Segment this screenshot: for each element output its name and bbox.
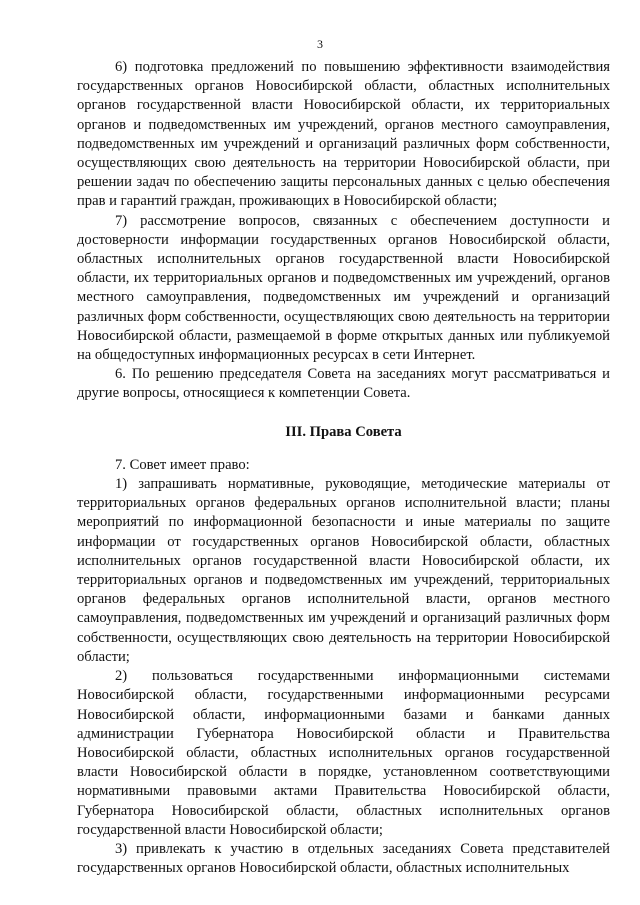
page-number: 3: [317, 37, 323, 51]
paragraph-item-6: 6) подготовка предложений по повышению эффективности взаимодействия государственных органов Новосибирской области, областных исполнительных органов государственной власти Новосибирской области, их территориальных органов и подведомственных им учреждений, органов местного самоуправления, подведомственных им учреждений и организаций различных форм собственности, осуществляющих свою деятельность на территории Новосибирской области, при решении задач по обеспечению защиты персональных данных с целью обеспечения прав и гарантий граждан, проживающих в Новосибирской области;: [77, 59, 610, 210]
paragraph-item-7: 7) рассмотрение вопросов, связанных с обеспечением доступности и достоверности информации государственных органов Новосибирской области, областных исполнительных органов государственной власти Новосибирской области, их территориальных органов и подведомственных им учреждений, органов местного самоуправления, подведомственных им учреждений и организаций различных форм собственности, осуществляющих свою деятельность на территории Новосибирской области, размещаемой в форме открытых данных или публикуемой на общедоступных информационных ресурсах в сети Интернет.: [77, 212, 610, 364]
paragraph-right-2: 2) пользоваться государственными информационными системами Новосибирской области, государственными информационными ресурсами Новосибирской области, информационными базами и банками данных администрации Губернатора Новосибирской области и Правительства Новосибирской области, областных исполнительных органов государственной власти Новосибирской области в порядке, установленном соответствующими нормативными правовыми актами Правительства Новосибирской области, Губернатора Новосибирской области, областных исполнительных органов государственной власти Новосибирской области;: [77, 668, 610, 838]
paragraph-clause-7: 7. Совет имеет право:: [115, 456, 250, 473]
paragraph-clause-6: 6. По решению председателя Совета на заседаниях могут рассматриваться и другие вопросы, относящиеся к компетенции Совета.: [77, 366, 610, 402]
document-body: [77, 58, 610, 878]
section-heading: III. Права Совета: [285, 423, 402, 440]
paragraph-right-1: 1) запрашивать нормативные, руководящие, методические материалы от территориальных органов федеральных органов исполнительной власти; планы мероприятий по информационной безопасности и иные материалы по защите информации от государственных органов Новосибирской области, областных исполнительных органов государственной власти Новосибирской области, их территориальных органов и подведомственных им учреждений, территориальных органов федеральных органов исполнительной власти, органов местного самоуправления, подведомственных им учреждений и организаций различных форм собственности, осуществляющих свою деятельность на территории Новосибирской области;: [77, 476, 610, 665]
paragraph-right-3: 3) привлекать к участию в отдельных заседаниях Совета представителей государственных органов Новосибирской области, областных исполнительных: [77, 840, 610, 877]
